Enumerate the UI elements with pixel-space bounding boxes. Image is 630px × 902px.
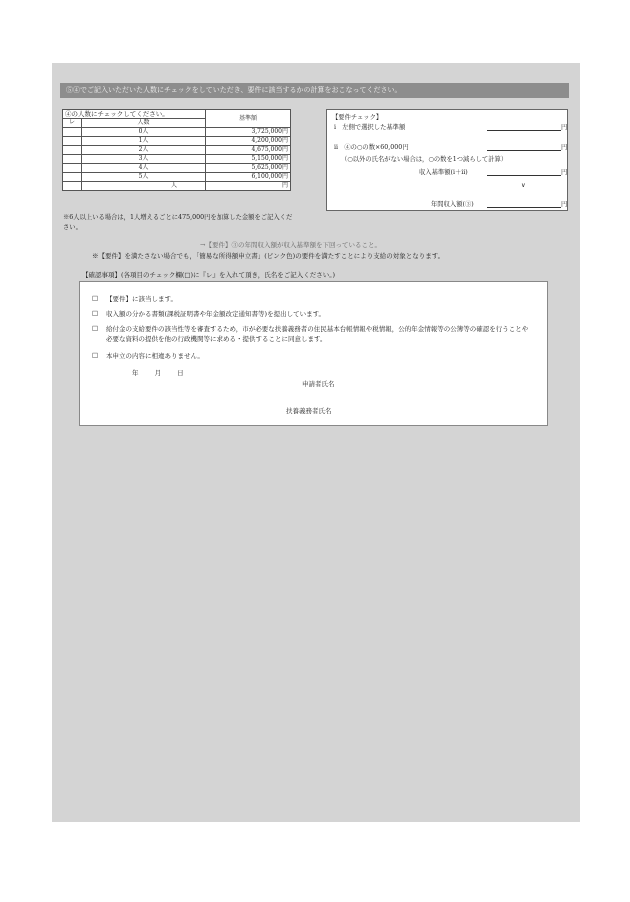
annual-income-label: 年間収入額(③) <box>431 201 474 208</box>
confirm-item-text: 【要件】に該当します。 <box>106 295 177 303</box>
line-ii-field[interactable] <box>487 150 561 151</box>
amount-cell: 6,100,000円 <box>206 173 291 182</box>
table-row <box>63 173 291 182</box>
date-field[interactable]: 年 月 日 <box>132 369 184 377</box>
yen-unit: 円 <box>561 201 568 208</box>
line-ii-label: ii ④の○の数×60,000円 <box>334 144 409 151</box>
line-ii-note: （○以外の氏名がない場合は，○の数を1つ減らして計算） <box>341 156 508 163</box>
col-people-header: 人数 <box>82 119 206 128</box>
people-count-table <box>62 109 291 191</box>
amount-cell: 5,150,000円 <box>206 155 291 164</box>
table-row <box>63 164 291 173</box>
check-cell[interactable] <box>63 173 82 182</box>
check-cell[interactable] <box>63 155 82 164</box>
table-caption: ④の人数にチェックしてください。 <box>63 110 206 119</box>
applicant-name-label: 申請者氏名 <box>302 380 335 388</box>
base-amount-field[interactable] <box>487 175 561 176</box>
check-cell[interactable] <box>63 137 82 146</box>
table-row <box>63 146 291 155</box>
annual-income-field[interactable] <box>487 207 561 208</box>
col-check-header: レ <box>63 119 82 128</box>
amount-cell: 5,625,000円 <box>206 164 291 173</box>
yen-unit: 円 <box>561 124 568 131</box>
base-amount-label: 収入基準額(i＋ii) <box>419 169 468 176</box>
line-i-field[interactable] <box>487 130 561 131</box>
confirm-item <box>92 294 532 304</box>
check-cell[interactable] <box>63 146 82 155</box>
confirm-box <box>79 281 548 426</box>
instruction-header: ⑤④でご記入いただいた人数にチェックをしていただき、要件に該当するかの計算をおこなってください。 <box>60 83 569 98</box>
confirm-item-text: 本申立の内容に相違ありません。 <box>106 352 204 360</box>
check-cell[interactable] <box>63 182 82 191</box>
amount-cell: 4,675,000円 <box>206 146 291 155</box>
requirement-arrow-note: →【要件】③の年間収入額が収入基準額を下回っていること。 <box>200 241 381 249</box>
people-cell: 1人 <box>82 137 206 146</box>
confirm-title: 【確認事項】(各項目のチェック欄(□)に『レ』を入れて頂き，氏名をご記入ください。) <box>82 271 336 279</box>
amount-cell[interactable]: 円 <box>206 182 291 191</box>
confirm-item <box>92 351 532 361</box>
table-note: ※6人以上いる場合は，1人増えるごとに475,000円を加算した金額をご記入ください。 <box>63 214 293 231</box>
confirm-item <box>92 324 532 344</box>
amount-cell: 3,725,000円 <box>206 128 291 137</box>
compare-symbol: ∨ <box>521 182 526 189</box>
yen-unit: 円 <box>561 144 568 151</box>
checkbox[interactable]: □ <box>92 324 99 332</box>
people-cell: 0人 <box>82 128 206 137</box>
people-cell: 3人 <box>82 155 206 164</box>
table-row <box>63 137 291 146</box>
confirm-item-text: 給付金の支給要件の該当性等を審査するため，市が必要な扶養義務者の住民基本台帳情報や税情報，公的年金情報等の公簿等の確認を行うことや必要な資料の提供を他の行政機関等に求める・提供することに同意します。 <box>106 325 529 343</box>
requirement-star-note: ※【要件】を満たさない場合でも，「簡易な所得額申立書」(ピンク色)の要件を満たすことにより支給の対象となります。 <box>92 252 445 260</box>
table-row <box>63 155 291 164</box>
people-cell: 4人 <box>82 164 206 173</box>
table-row <box>63 182 291 191</box>
people-cell[interactable]: 人 <box>82 182 206 191</box>
confirm-item-text: 収入額の分かる書類(課税証明書や年金額改定通知書等)を提出しています。 <box>106 310 326 318</box>
yen-unit: 円 <box>561 169 568 176</box>
confirm-item <box>92 309 532 319</box>
col-amount-header: 基準額 <box>206 110 291 128</box>
checkbox[interactable]: □ <box>92 294 99 302</box>
table-row <box>63 128 291 137</box>
supporter-name-label: 扶養義務者氏名 <box>286 407 332 415</box>
check-cell[interactable] <box>63 164 82 173</box>
requirement-check-title: 【要件チェック】 <box>332 114 383 121</box>
amount-cell: 4,200,000円 <box>206 137 291 146</box>
line-i-label: i 左側で選択した基準額 <box>334 124 406 131</box>
checkbox[interactable]: □ <box>92 309 99 317</box>
people-cell: 5人 <box>82 173 206 182</box>
people-cell: 2人 <box>82 146 206 155</box>
check-cell[interactable] <box>63 128 82 137</box>
checkbox[interactable]: □ <box>92 351 99 359</box>
requirement-check-box <box>326 109 568 211</box>
